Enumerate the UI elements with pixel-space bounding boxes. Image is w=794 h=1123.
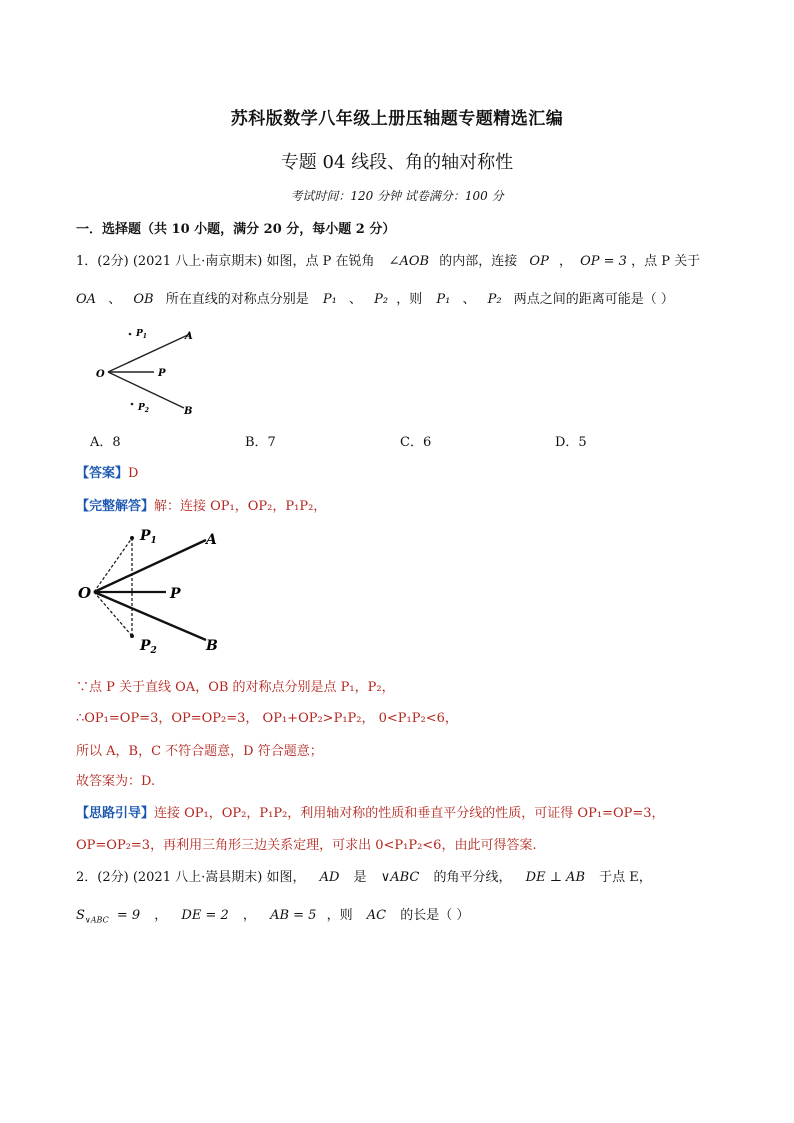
math-ac: AC [366, 908, 387, 923]
solution-line-3: 所以 A，B，C 不符合题意，D 符合题意； [76, 744, 323, 759]
label-o: O [96, 369, 105, 380]
label-p2: $P_2$ [140, 638, 157, 656]
q2-text: 的长是（ ） [400, 908, 470, 923]
q1-text: 、 [462, 292, 476, 307]
math-ob: OB [133, 292, 154, 307]
hint-line-1 [76, 802, 665, 821]
q2-line1 [76, 866, 652, 885]
point-p2 [130, 634, 134, 638]
document-subtitle: 专题 04 线段、角的轴对称性 [280, 152, 514, 173]
math-p1: P₁ [322, 292, 337, 307]
ray-oa [94, 540, 206, 592]
q2-text: 是 [353, 870, 367, 885]
q2-text: ，则 [326, 908, 353, 923]
math-angle-aob: ∠AOB [388, 254, 430, 269]
solution-intro-line [76, 495, 326, 514]
label-b: B [184, 406, 193, 417]
label-p1: $P_1$ [136, 329, 147, 340]
option-b: B．7 [245, 435, 276, 450]
q2-text: ， [154, 908, 168, 923]
q1-text: ，点 P 关于 [631, 254, 701, 269]
label-p1: $P_1$ [140, 528, 157, 546]
dashed-op2 [94, 592, 132, 636]
option-c: C．6 [400, 435, 432, 450]
solution-line-4: 故答案为：D. [76, 774, 156, 789]
math-op: OP [529, 254, 549, 269]
point-p1 [130, 536, 134, 540]
q1-text: 的内部，连接 [439, 254, 518, 269]
label-a: A [206, 532, 217, 548]
solution-line-2: ∴OP₁=OP=3，OP=OP₂=3， OP₁+OP₂>P₁P₂， 0<P₁P₂<6， [76, 711, 458, 726]
q2-text: 于点 E， [599, 870, 652, 885]
solution-figure [74, 524, 234, 664]
solution-tag: 【完整解答】 [76, 499, 155, 514]
q1-text: 所在直线的对称点分别是 [165, 292, 309, 307]
option-a: A．8 [90, 435, 121, 450]
document-title: 苏科版数学八年级上册压轴题专题精选汇编 [230, 109, 564, 129]
label-b: B [206, 638, 218, 654]
math-de-perp-ab: DE ⊥ AB [525, 870, 586, 885]
math-de: DE = 2 [181, 908, 229, 923]
label-o: O [78, 584, 92, 602]
math-p2: P₂ [487, 292, 502, 307]
hint-text-1: 连接 OP₁，OP₂，P₁P₂，利用轴对称的性质和垂直平分线的性质，可证得 OP₁=OP=3， [154, 806, 665, 821]
q1-text: ， [558, 254, 572, 269]
q2-text: ， [242, 908, 256, 923]
answer-value: D [128, 466, 139, 481]
answer-line [76, 462, 138, 481]
q2-text: 2．(2分) (2021 八上·嵩县期末) 如图， [76, 870, 306, 885]
math-p2: P₂ [374, 292, 389, 307]
answer-tag: 【答案】 [76, 466, 129, 481]
label-p: P [158, 368, 166, 379]
label-a: A [185, 331, 193, 342]
exam-info: 考试时间：120 分钟 试卷满分：100 分 [290, 189, 504, 203]
q1-line1 [76, 250, 700, 269]
ray-ob [94, 592, 206, 640]
math-area-value: = 9 [116, 908, 141, 923]
math-ad: AD [319, 870, 340, 885]
label-p: P [170, 586, 181, 602]
option-d: D．5 [555, 435, 587, 450]
math-ab: AB = 5 [270, 908, 317, 923]
ray-oa [108, 334, 190, 372]
math-area: $S_{\vee ABC}$ [76, 908, 109, 925]
q1-text: 两点之间的距离可能是（ ） [513, 292, 674, 307]
section-heading: 一．选择题（共 10 小题，满分 20 分，每小题 2 分） [76, 222, 396, 237]
q1-text: 、 [108, 292, 122, 307]
solution-line-1: ∵点 P 关于直线 OA，OB 的对称点分别是点 P₁，P₂， [76, 680, 395, 695]
q1-text: 1．(2分) (2021 八上·南京期末) 如图，点 P 在锐角 [76, 254, 375, 269]
point-p2 [131, 403, 134, 406]
q2-line2 [76, 904, 469, 925]
point-p1 [129, 333, 132, 336]
math-op-eq: OP = 3 [580, 254, 627, 269]
solution-intro: 解：连接 OP₁，OP₂，P₁P₂， [154, 499, 327, 514]
hint-line-2: OP=OP₂=3，再利用三角形三边关系定理，可求出 0<P₁P₂<6，由此可得答案. [76, 838, 537, 853]
math-oa: OA [76, 292, 97, 307]
math-triangle-abc: ∨ABC [380, 870, 420, 885]
ray-ob [108, 372, 184, 408]
q1-text: ，则 [396, 292, 423, 307]
q1-figure [92, 322, 212, 422]
q1-line2 [76, 288, 674, 307]
math-p1: P₁ [436, 292, 451, 307]
hint-tag: 【思路引导】 [76, 806, 155, 821]
label-p2: $P_2$ [138, 403, 149, 414]
q1-text: 、 [348, 292, 362, 307]
q2-text: 的角平分线， [433, 870, 512, 885]
